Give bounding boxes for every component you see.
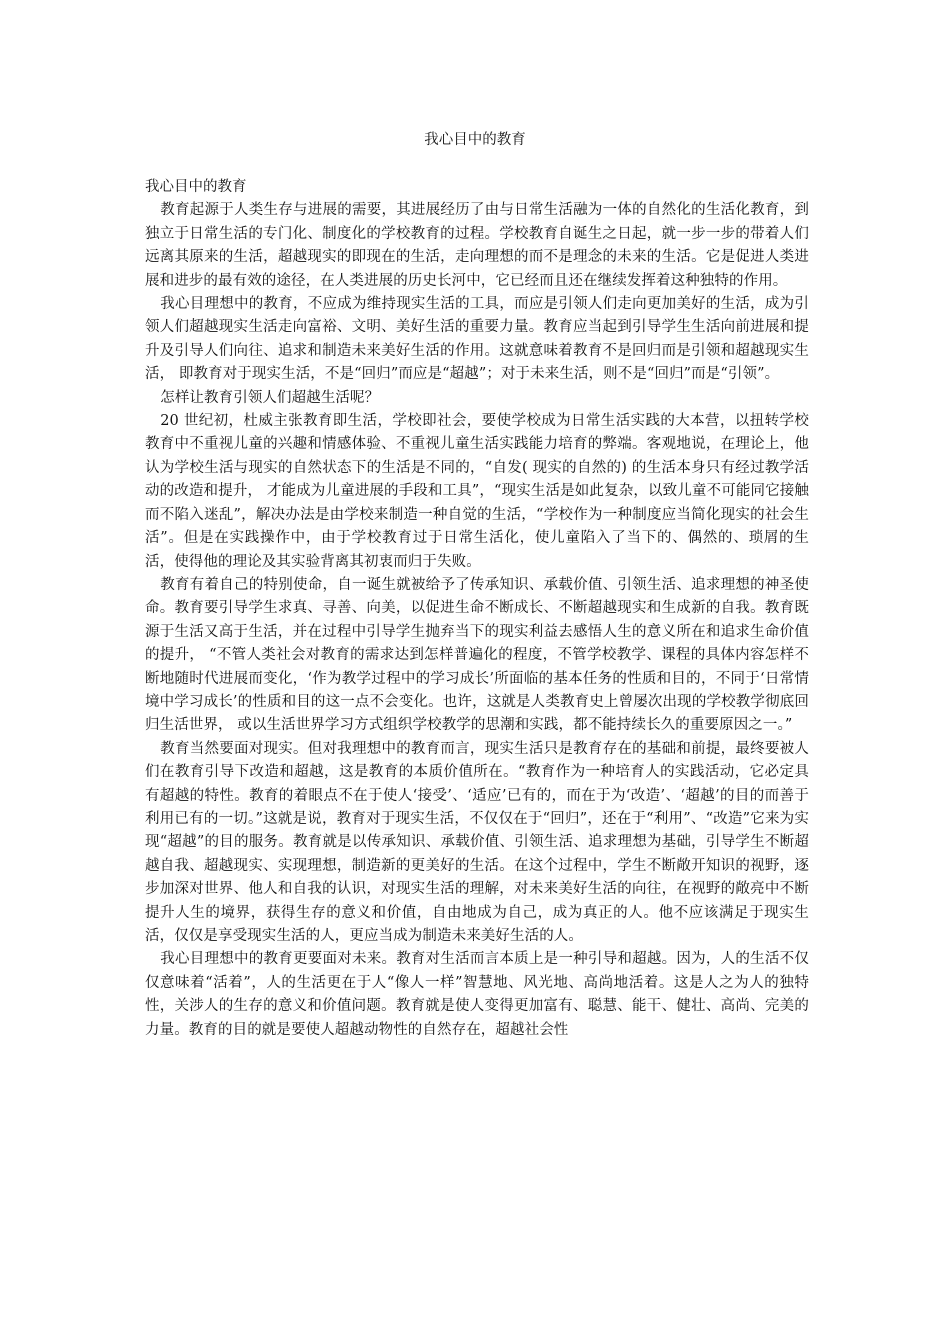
paragraph-question: 怎样让教育引领人们超越生活呢？ [160, 389, 380, 406]
paragraph-face-future: 我心目理想中的教育更要面对未来。教育对生活而言本质上是一种引导和超越。因为，人的生活不仅仅意味着“活着”，人的生活更在于人“像人一样”智慧地、风光地、高尚地活着。这是人之为人的独特性，关涉人的生存的意义和价值问题。教育就是使人变得更加富有、聪慧、能干、健壮、高尚、完美的力量。教育的目的就是要使人超越动物性的自然存在，超越社会性 [145, 951, 809, 1038]
document-title: 我心目中的教育 [424, 132, 526, 148]
document-subtitle: 我心目中的教育 [145, 179, 247, 195]
paragraph-origin-of-education: 教育起源于人类生存与进展的需要，其进展经历了由与日常生活融为一体的自然化的生活化教育，到独立于日常生活的专门化、制度化的学校教育的过程。学校教育自诞生之日起，就一步一步的带着人们远离其原来的生活，超越现实的即现在的生活，走向理想的而不是理念的未来的生活。它是促进人类进展和进步的最有效的途径，在人类进展的历史长河中，它已经而且还在继续发挥着这种独特的作用。 [145, 202, 809, 289]
paragraph-ideal-education: 我心目理想中的教育，不应成为维持现实生活的工具，而应是引领人们走向更加美好的生活，成为引领人们超越现实生活走向富裕、文明、美好生活的重要力量。教育应当起到引导学生生活向前进展和提升及引导人们向往、追求和制造未来美好生活的作用。这就意味着教育不是回归而是引领和超越现实生活， 即教育对于现实生活，不是“回归”而应是“超越”；对于未来生活，则不是“回归”而是“引领”。 [145, 296, 809, 383]
paragraph-face-reality: 教育当然要面对现实。但对我理想中的教育而言，现实生活只是教育存在的基础和前提，最终要被人们在教育引导下改造和超越，这是教育的本质价值所在。“教育作为一种培育人的实践活动，它必定具有超越的特性。教育的着眼点不在于使人‘接受’、‘适应’已有的，而在于为‘改造’、‘超越’的目的而善于利用已有的一切。”这就是说，教育对于现实生活，不仅仅在于“回归”，还在于“利用”、“改造”它来为实现“超越”的目的服务。教育就是以传承知识、承载价值、引领生活、追求理想为基础，引导学生不断超越自我、超越现实、实现理想，制造新的更美好的生活。在这个过程中，学生不断敞开知识的视野，逐步加深对世界、他人和自我的认识，对现实生活的理解，对未来美好生活的向往，在视野的敞亮中不断提升人生的境界，获得生存的意义和价值，自由地成为自己，成为真正的人。他不应该满足于现实生活，仅仅是享受现实生活的人，更应当成为制造未来美好生活的人。 [145, 740, 809, 944]
paragraph-dewey: 20 世纪初，杜威主张教育即生活，学校即社会，要使学校成为日常生活实践的大本营，以扭转学校教育中不重视儿童的兴趣和情感体验、不重视儿童生活实践能力培育的弊端。客观地说，在理论上，他认为学校生活与现实的自然状态下的生活是不同的，“自发( 现实的自然的) 的生活本身只有经过教学活动的改造和提升， 才能成为儿童进展的手段和工具”，“现实生活是如此复杂，以致儿童不可能同它接触而不陷入迷乱”，解决办法是由学校来制造一种自觉的生活，“学校作为一种制度应当简化现实的社会生活”。但是在实践操作中，由于学校教育过于日常生活化，使儿童陷入了当下的、偶然的、琐屑的生活，使得他的理论及其实验背离其初衷而归于失败。 [145, 413, 809, 570]
paragraph-special-mission: 教育有着自己的特别使命，自一诞生就被给予了传承知识、承载价值、引领生活、追求理想的神圣使命。教育要引导学生求真、寻善、向美，以促进生命不断成长、不断超越现实和生成新的自我。教育既源于生活又高于生活，并在过程中引导学生抛弃当下的现实利益去感悟人生的意义所在和追求生命价值的提升， “不管人类社会对教育的需求达到怎样普遍化的程度，不管学校教学、课程的具体内容怎样不断地随时代进展而变化，‘作为教学过程中的学习成长’所面临的基本任务的性质和目的，不同于‘日常情境中学习成长’的性质和目的这一点不会变化。也许，这就是人类教育史上曾屡次出现的学校教学彻底回归生活世界， 或以生活世界学习方式组织学校教学的思潮和实践，都不能持续长久的重要原因之一。” [145, 576, 809, 734]
document-body [145, 176, 809, 1042]
